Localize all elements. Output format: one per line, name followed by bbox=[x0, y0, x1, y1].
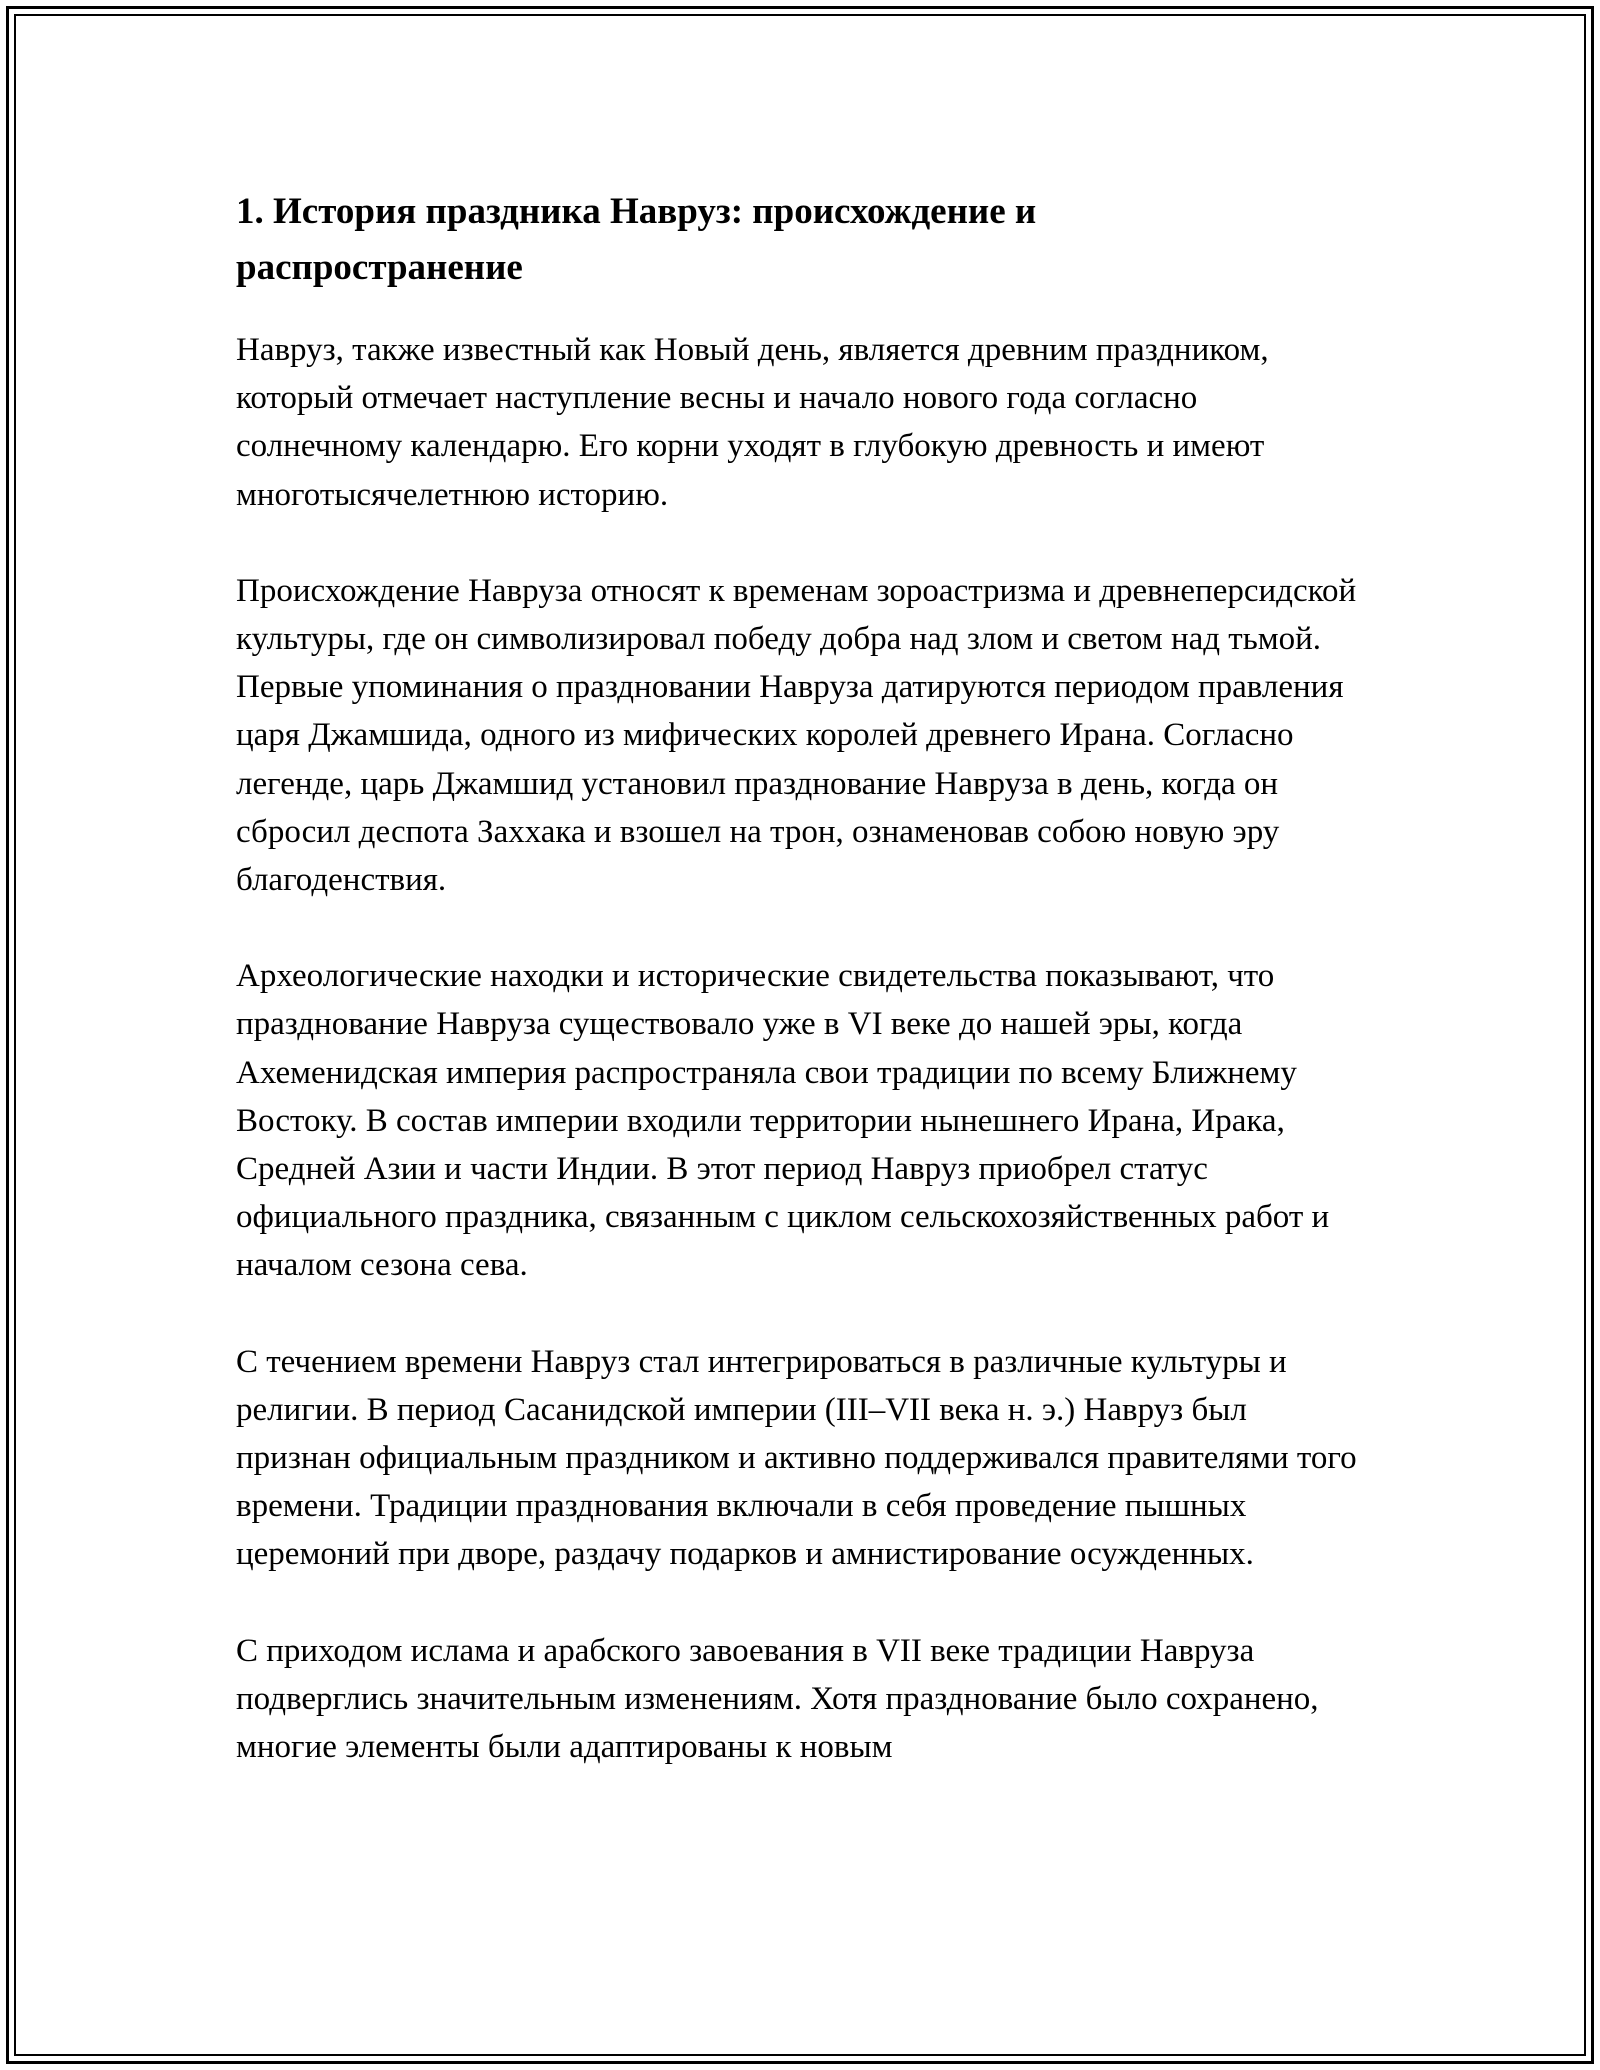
paragraph-intro: Навруз, также известный как Новый день, является древним праздником, который отмечает наступление весны и начало нового года согласно солнечному календарю. Его корни уходят в глубокую древность и имеют многотысячелетнюю историю. bbox=[236, 332, 1269, 513]
document-body bbox=[236, 184, 1366, 1819]
paragraph-archaeology: Археологические находки и исторические свидетельства показывают, что празднование Навруза существовало уже в VI веке до нашей эры, когда Ахеменидская империя распространяла свои традиции по всему Ближнему Востоку. В состав империи входили территории нынешнего Ирана, Ирака, Средней Азии и части Индии. В этот период Навруз приобрел статус официального праздника, связанным с циклом сельскохозяйственных работ и началом сезона сева. bbox=[236, 958, 1330, 1284]
section-heading: 1. История праздника Навруз: происхождение и распространение bbox=[236, 191, 1037, 288]
paragraph-islam: С приходом ислама и арабского завоевания в VII веке традиции Навруза подверглись значительным изменениям. Хотя празднование было сохранено, многие элементы были адаптированы к новым bbox=[236, 1632, 1319, 1766]
paragraph-origin: Происхождение Навруза относят к временам зороастризма и древнеперсидской культуры, где он символизировал победу добра над злом и светом над тьмой. Первые упоминания о праздновании Навруза датируются периодом правления царя Джамшида, одного из мифических королей древнего Ирана. Согласно легенде, царь Джамшид установил празднование Навруза в день, когда он сбросил деспота Заххака и взошел на трон, ознаменовав собою новую эру благоденствия. bbox=[236, 572, 1357, 899]
paragraph-sassanid: С течением времени Навруз стал интегрироваться в различные культуры и религии. В период Сасанидской империи (III–VII века н. э.) Навруз был признан официальным праздником и активно поддерживался правителями того времени. Традиции празднования включали в себя проведение пышных церемоний при дворе, раздачу подарков и амнистирование осужденных. bbox=[236, 1343, 1357, 1573]
